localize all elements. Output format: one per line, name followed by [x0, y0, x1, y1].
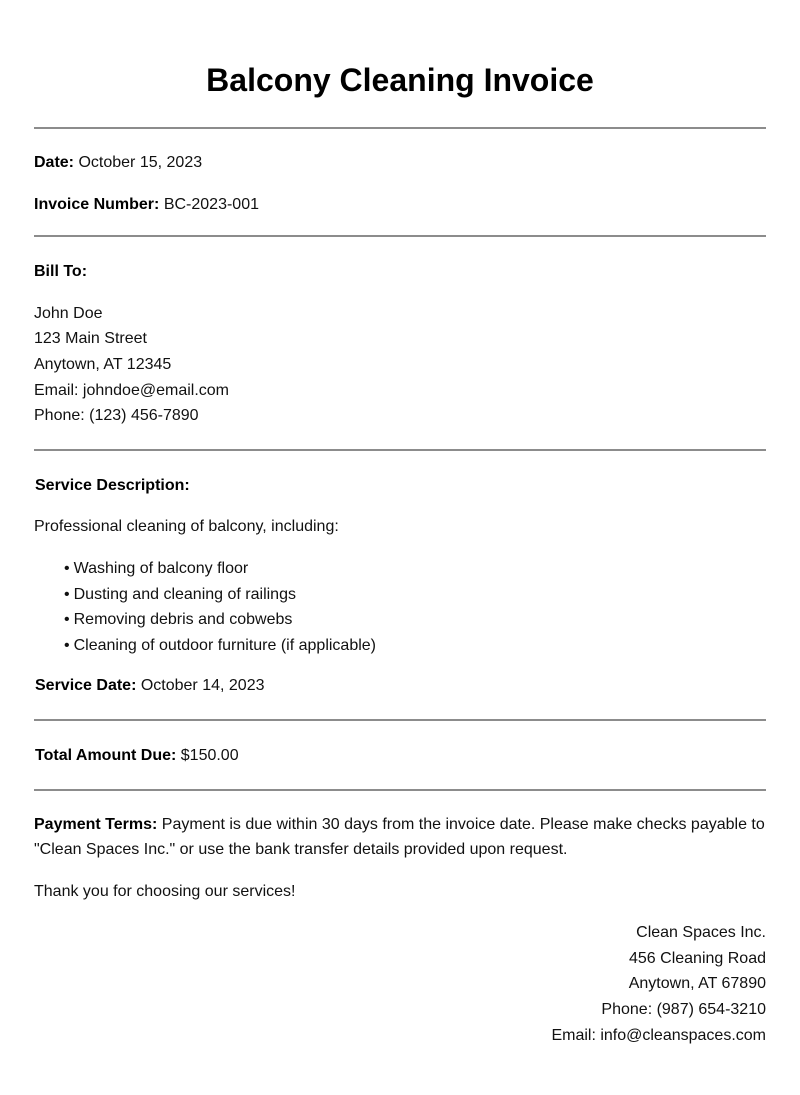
- invoice-number-value: BC-2023-001: [163, 195, 259, 213]
- customer-phone: Phone: (123) 456-7890: [34, 407, 199, 425]
- company-address: [34, 920, 766, 1048]
- invoice-date-label: Date:: [34, 154, 75, 171]
- divider: [34, 719, 766, 721]
- service-date-value: October 14, 2023: [140, 677, 265, 695]
- list-item-text: Washing of balcony floor: [73, 559, 249, 577]
- total-amount-value: $150.00: [180, 746, 239, 764]
- invoice-document: [34, 0, 766, 1048]
- invoice-date-value: October 15, 2023: [78, 154, 203, 171]
- bullet: •: [64, 559, 70, 577]
- service-date-label: Service Date:: [35, 677, 137, 695]
- company-name: Clean Spaces Inc.: [636, 924, 766, 942]
- payment-terms-label: Payment Terms:: [34, 815, 158, 833]
- total-amount-label: Total Amount Due:: [35, 746, 177, 764]
- customer-street: 123 Main Street: [34, 330, 147, 348]
- bullet: •: [64, 585, 70, 603]
- company-email: Email: info@cleanspaces.com: [551, 1026, 766, 1044]
- bill-to-heading: [34, 259, 766, 285]
- service-list: [34, 556, 766, 658]
- total-amount: [34, 743, 766, 769]
- payment-terms-text: Payment is due within 30 days from the invoice date. Please make checks payable to "Clean Spaces Inc." or use the bank transfer details provided upon request.: [34, 815, 765, 859]
- divider: [34, 235, 766, 237]
- list-item-text: Dusting and cleaning of railings: [73, 585, 296, 603]
- bullet: •: [64, 636, 70, 654]
- bill-to-label: Bill To:: [34, 263, 88, 281]
- divider: [34, 789, 766, 791]
- thank-you-note: Thank you for choosing our services!: [34, 882, 296, 900]
- company-street: 456 Cleaning Road: [629, 949, 766, 967]
- service-description-label: Service Description:: [35, 476, 190, 494]
- list-item: [64, 556, 766, 582]
- list-item-text: Cleaning of outdoor furniture (if applicable): [73, 636, 377, 654]
- list-item: [64, 607, 766, 633]
- invoice-title: Balcony Cleaning Invoice: [206, 62, 594, 98]
- divider: [34, 127, 766, 129]
- service-description-heading: [34, 473, 766, 499]
- service-intro: Professional cleaning of balcony, including:: [34, 518, 339, 536]
- bullet: •: [64, 611, 70, 629]
- divider: [34, 449, 766, 451]
- list-item: [64, 582, 766, 608]
- invoice-number-label: Invoice Number:: [34, 195, 160, 213]
- invoice-date: [34, 150, 766, 176]
- company-phone: Phone: (987) 654-3210: [601, 1001, 766, 1019]
- service-date: [34, 673, 766, 699]
- customer-city: Anytown, AT 12345: [34, 355, 172, 373]
- company-city: Anytown, AT 67890: [628, 975, 766, 993]
- list-item-text: Removing debris and cobwebs: [73, 611, 293, 629]
- list-item: [64, 633, 766, 659]
- invoice-number: [34, 192, 766, 218]
- payment-terms: [34, 812, 766, 863]
- customer-name: John Doe: [34, 304, 103, 322]
- customer-email: Email: johndoe@email.com: [34, 381, 229, 399]
- bill-to-address: [34, 301, 766, 429]
